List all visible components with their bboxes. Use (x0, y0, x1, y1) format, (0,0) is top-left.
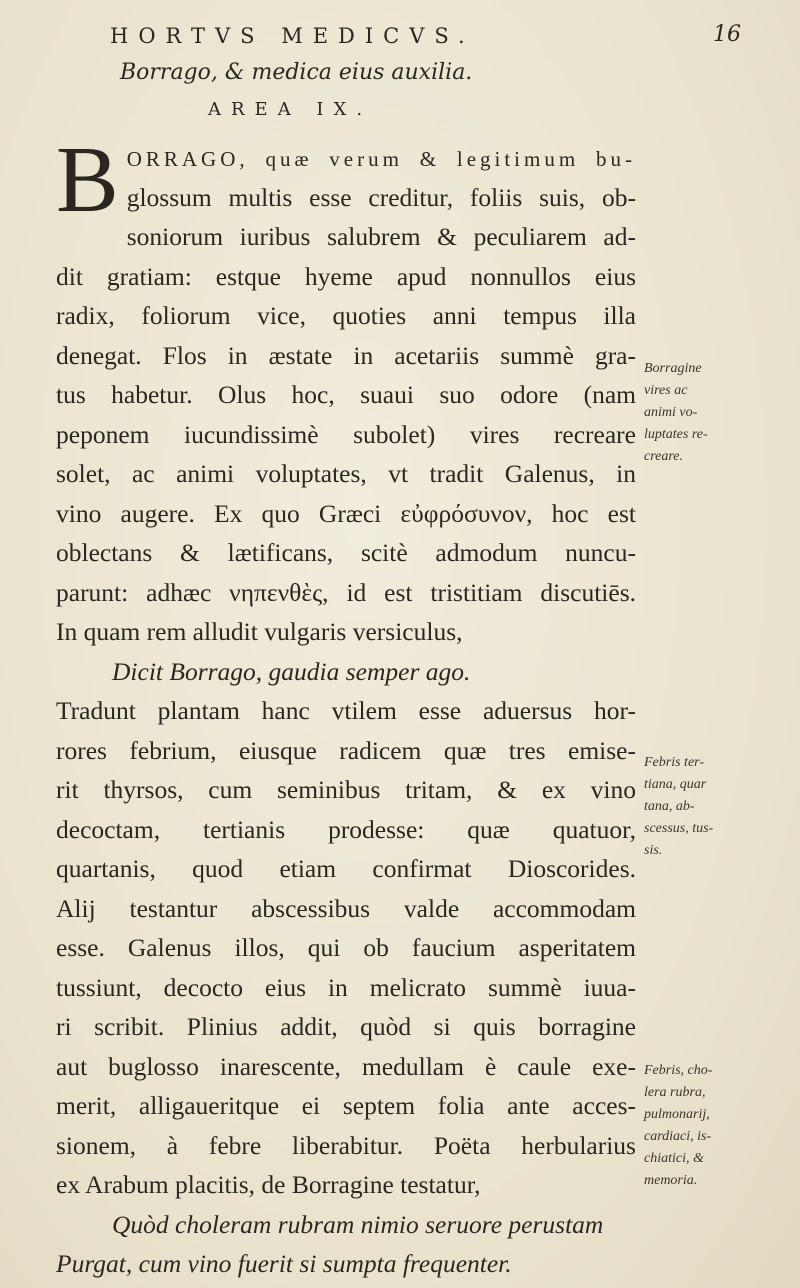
text-line: ORRAGO, quæ verum & legitimum bu- (126, 147, 636, 171)
text-line: ri scribit. Plinius addit, quòd si quis borragine (56, 1012, 636, 1041)
text-line: esse. Galenus illos, qui ob faucium asperitatem (56, 933, 636, 962)
chapter-subtitle: Borrago, & medica eius auxilia. (120, 60, 473, 85)
verse-line: Quòd choleram rubram nimio seruore perustam (112, 1209, 604, 1239)
text-line: decoctam, tertianis prodesse: quæ quatuor, (56, 814, 636, 844)
text-line: solet, ac animi voluptates, vt tradit Galenus, in (56, 459, 636, 488)
text-line: peponem iucundissimè subolet) vires recreare (56, 419, 636, 449)
margin-note-febris: Febris ter- tiana, quar tana, ab- scessus, tus- sis. (644, 755, 714, 858)
text-line: rores febrium, eiusque radicem quæ tres emise- (56, 735, 636, 765)
text-line: denegat. Flos in æstate in acetariis summè gra- (56, 340, 636, 370)
text-line: In quam rem alludit vulgaris versiculus, (56, 617, 463, 646)
verse-line: Purgat, cum vino fuerit si sumpta frequenter. (56, 1249, 512, 1278)
text-line: Alij testantur abscessibus valde accommodam (56, 893, 636, 923)
text-line: sionem, à febre liberabitur. Poëta herbularius (56, 1130, 636, 1160)
text-line: tussiunt, decocto eius in melicrato summè iuua- (56, 972, 636, 1002)
running-title: HORTVS MEDICVS. (110, 24, 475, 48)
text-line: aut buglosso inarescente, medullam è caule exe- (56, 1051, 636, 1081)
margin-note-vires: Borragine vires ac animi vo- luptates re- creare. (644, 361, 708, 464)
text-line: oblectans & lætificans, scitè admodum nuncu- (56, 538, 636, 567)
text-line: tus habetur. Olus hoc, suaui suo odore (nam (56, 380, 636, 409)
text-line: quartanis, quod etiam confirmat Dioscorides. (56, 854, 636, 883)
verse-line: Dicit Borrago, gaudia semper ago. (112, 656, 471, 686)
page-number: 16 (713, 22, 741, 47)
text-line: dit gratiam: estque hyeme apud nonnullos eius (56, 261, 636, 291)
text-line: ex Arabum placitis, de Borragine testatur, (56, 1170, 481, 1199)
text-line: glossum multis esse creditur, foliis suis, ob- (126, 182, 636, 212)
text-line: rit thyrsos, cum seminibus tritam, & ex vino (56, 775, 636, 804)
text-line: vino augere. Ex quo Græci εὐφρόσυνον, hoc est (56, 498, 636, 528)
section-heading: AREA IX. (208, 99, 373, 120)
text-line: Tradunt plantam hanc vtilem esse aduersus hor- (56, 696, 636, 725)
margin-note-cholera: Febris, cho- lera rubra, pulmonarij, cardiaci, is- chiatici, & memoria. (644, 1063, 713, 1188)
text-line: parunt: adhæc νηπενθὲς, id est tristitiam discutiēs. (56, 577, 636, 607)
drop-cap: B (56, 128, 119, 232)
body-text (56, 128, 636, 1284)
text-line: radix, foliorum vice, quoties anni tempus illa (56, 301, 636, 330)
text-line: soniorum iuribus salubrem & peculiarem ad- (126, 222, 636, 251)
text-line: merit, alligaueritque ei septem folia ante acces- (56, 1091, 636, 1120)
